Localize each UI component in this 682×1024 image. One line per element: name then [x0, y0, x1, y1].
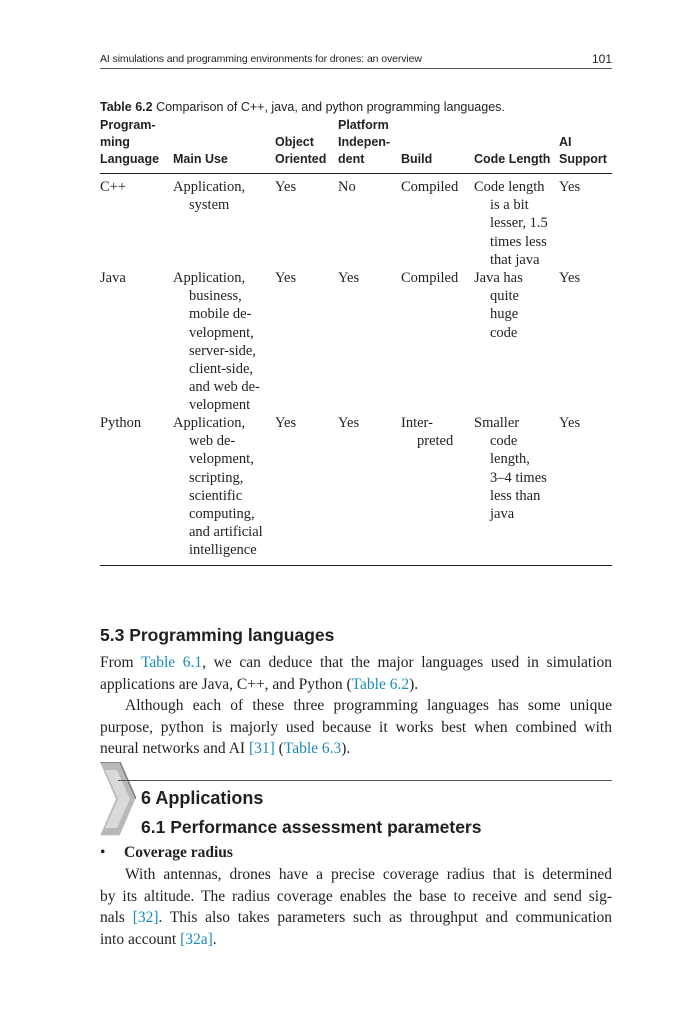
table-caption — [100, 100, 505, 114]
cell-main-use: Application, web de- velopment, scripting, scientific computing, and artificial intelligence — [173, 415, 263, 559]
cell-build: Inter- preted — [401, 415, 454, 450]
cell-platform-independent: Yes — [338, 270, 360, 286]
paragraph: With antennas, drones have a precise coverage radius that is determined by its altitude. The radius coverage enables the base to receive and send sig- nals [32]. This also takes parameters such as throughput and communication into account [32a]. — [100, 866, 613, 948]
cell-language: Python — [100, 415, 142, 431]
cell-code-length: Java has quite huge code — [474, 270, 523, 341]
cell-main-use: Application, business, mobile de- velopment, server-side, client-side, and web de- velopment — [173, 270, 260, 414]
citation-link[interactable]: [32] — [132, 909, 159, 926]
running-header — [100, 52, 612, 68]
cell-language: C++ — [100, 179, 127, 195]
chapter-heading: 6 Applications — [141, 788, 264, 808]
cell-object-oriented: Yes — [275, 179, 297, 195]
page-number: 101 — [591, 52, 612, 66]
header-build: Build — [401, 152, 433, 166]
cell-platform-independent: Yes — [338, 415, 360, 431]
table-bottom-rule — [100, 565, 612, 566]
cell-code-length: Smaller code length, 3–4 times less than java — [474, 415, 547, 523]
citation-link[interactable]: [32a] — [180, 930, 213, 948]
paragraph: From Table 6.1, we can deduce that the major languages used in simulation applications are Java, C++, and Python (Table 6.2). — [100, 654, 613, 693]
cell-language: Java — [100, 270, 126, 286]
cell-platform-independent: No — [338, 179, 356, 195]
table-header-rule — [100, 173, 612, 174]
header-rule — [100, 68, 612, 69]
table-caption-label: Table 6.2 — [100, 100, 153, 114]
section-heading: 6.1 Performance assessment parameters — [141, 817, 482, 837]
bullet-title: Coverage radius — [124, 844, 233, 861]
section-heading: 5.3 Programming languages — [100, 625, 335, 645]
cell-object-oriented: Yes — [275, 415, 297, 431]
header-language: Program- ming Language — [100, 118, 160, 166]
table-link[interactable]: Table 6.1 — [140, 654, 203, 671]
header-ai-support: AI Support — [559, 135, 607, 166]
running-header-title: AI simulations and programming environments for drones: an overview — [100, 53, 422, 65]
cell-ai-support: Yes — [559, 270, 581, 286]
cell-main-use: Application, system — [173, 179, 246, 214]
table-link[interactable]: Table 6.3 — [283, 740, 342, 757]
citation-link[interactable]: [31] — [248, 740, 275, 757]
header-object-oriented: Object Oriented — [275, 135, 327, 166]
table-link[interactable]: Table 6.2 — [351, 675, 410, 693]
chevron-icon — [100, 762, 136, 836]
table-caption-text: Comparison of C++, java, and python programming languages. — [156, 100, 505, 114]
bullet-marker: • — [100, 844, 106, 861]
cell-code-length: Code length is a bit lesser, 1.5 times less that java — [474, 179, 548, 268]
cell-ai-support: Yes — [559, 415, 581, 431]
chapter-rule — [118, 780, 612, 781]
cell-build: Compiled — [401, 179, 459, 195]
cell-ai-support: Yes — [559, 179, 581, 195]
header-code-length: Code Length — [474, 152, 551, 166]
cell-build: Compiled — [401, 270, 459, 286]
paragraph: Although each of these three programming languages has some unique purpose, python is majorly used because it works best when combined with neural networks and AI [31] (Table 6.3). — [100, 697, 612, 757]
cell-object-oriented: Yes — [275, 270, 297, 286]
header-platform-independent: Platform Indepen- dent — [338, 118, 391, 166]
header-main-use: Main Use — [173, 152, 228, 166]
